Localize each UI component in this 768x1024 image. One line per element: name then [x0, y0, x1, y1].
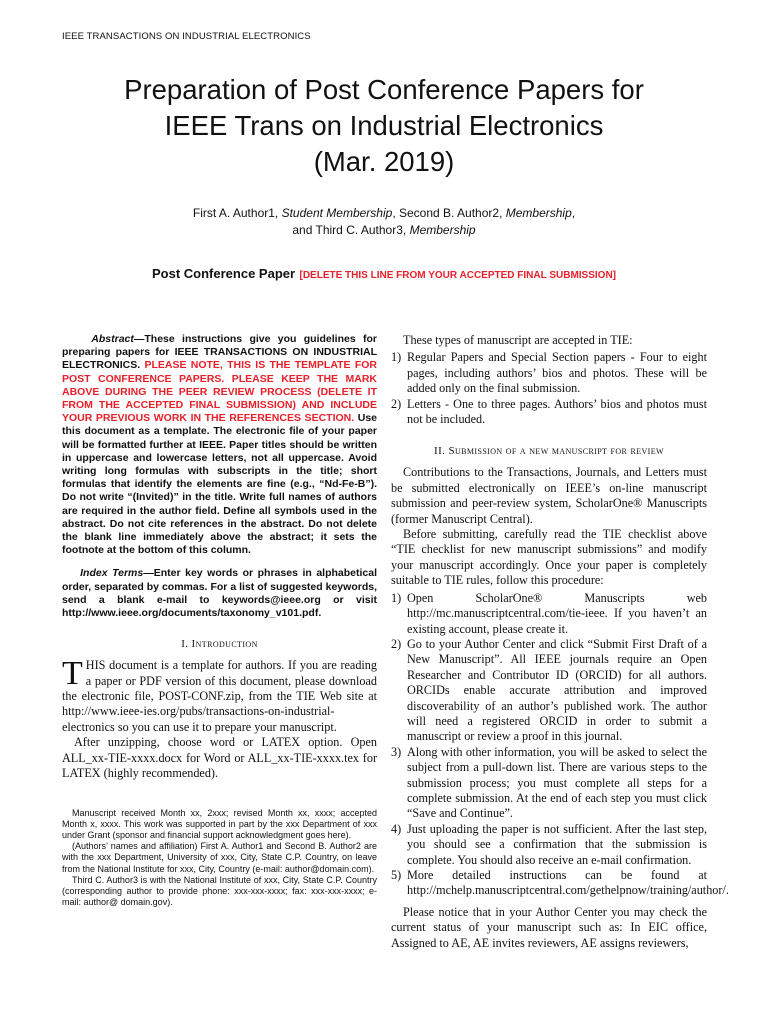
list-item-text: Open ScholarOne® Manuscripts web http://mc.manuscriptcentral.com/tie-ieee. If you haven’t an existing account, please create it. [407, 590, 707, 636]
author-1-membership: Student Membership [281, 206, 393, 220]
submission-paragraph-1: Contributions to the Transactions, Journals, and Letters must be submitted electronically on IEEE’s on-line manuscript submission and peer-review system, ScholarOne® Manuscripts (former Manuscript Central). [391, 465, 707, 526]
author-2-membership: Membership [505, 206, 572, 220]
left-column [62, 333, 377, 908]
list-item [391, 745, 707, 822]
index-terms-dash: — [143, 567, 154, 580]
index-terms-text: Enter key words or phrases in alphabetical order, separated by commas. For a list of suggested keywords, send a blank e-mail to keywords@ieee.org or visit http://www.ieee.org/documents/taxonomy_v101.pdf. [62, 567, 378, 620]
delete-line-note: [DELETE THIS LINE FROM YOUR ACCEPTED FINAL SUBMISSION] [299, 270, 616, 281]
abstract-red-note: PLEASE NOTE, THIS IS THE TEMPLATE FOR POST CONFERENCE PAPERS. PLEASE KEEP THE MARK ABOVE DURING THE PEER REVIEW PROCESS (DELETE IT FROM THE ACCEPTED FINAL SUBMISSION) AND INCLUDE YOUR PREVIOUS WORK IN THE REFERENCES SECTION. [62, 359, 377, 425]
paper-title [0, 72, 768, 180]
author-list [0, 205, 768, 238]
author-3-membership: Membership [409, 222, 476, 237]
abstract-dash: — [133, 333, 145, 345]
manuscript-types-intro: These types of manuscript are accepted in TIE: [403, 333, 633, 347]
list-item [391, 868, 729, 899]
list-item [391, 822, 707, 868]
list-item-number: 3) [391, 744, 402, 759]
list-item-text: More detailed instructions can be found at http://mchelp.manuscriptcentral.com/gethelpnow/training/author/. [407, 868, 729, 898]
author-3: and Third C. Author3, [292, 222, 407, 237]
abstract-text-1: These instructions give you guidelines for preparing papers for IEEE TRANSACTIONS ON INDUSTRIAL ELECTRONICS. [62, 333, 378, 372]
author-2: , Second B. Author2, [392, 206, 503, 220]
abstract [62, 333, 377, 557]
post-conference-label: Post Conference Paper [152, 266, 296, 281]
footnote-1: Manuscript received Month xx, 2xxx; revised Month xx, xxxx; accepted Month x, xxxx. This work was supported in part by the xxx Department of xxx under Grant (sponsor and financial support acknowledgment goes here). [62, 807, 377, 840]
drop-cap: T [62, 655, 83, 693]
submission-paragraph-2: Before submitting, carefully read the TIE checklist above “TIE checklist for new manuscript submissions” and modify your manuscript accordingly. Once your paper is completely suitable to TIE rules, follow this procedure: [391, 527, 707, 588]
list-item-number: 5) [391, 868, 402, 882]
list-item-number: 4) [391, 821, 402, 836]
author-separator: , [571, 206, 576, 220]
list-item-number: 1) [391, 590, 402, 605]
list-item-number: 2) [391, 636, 402, 651]
list-item [391, 637, 707, 745]
manuscript-types-list [391, 350, 707, 427]
title-line-2: IEEE Trans on Industrial Electronics [164, 110, 604, 141]
list-item [391, 397, 707, 428]
list-item-text: Go to your Author Center and click “Submit First Draft of a New Manuscript”. All IEEE journals require an Open Researcher and Contributor ID (ORCID) for all authors. ORCIDs enable accurate attribution and improved discoverability of an author’s published work. The author will need a registered ORCID in order to submit a manuscript or review a proof in this journal. [407, 636, 707, 744]
intro-paragraph-1-text: HIS document is a template for authors. If you are reading a paper or PDF version of this document, please download the electronic file, POST-CONF.zip, from the TIE Web site at http://www.ieee-ies.org/pubs/transactions-on-industrial-electronics so you can use it to prepare your manuscript. [62, 658, 377, 734]
title-line-1: Preparation of Post Conference Papers for [124, 74, 644, 105]
title-line-3: (Mar. 2019) [313, 146, 455, 177]
list-item-text: Along with other information, you will be asked to select the subject from a pull-down list. There are various steps to the submission process; you must complete all steps for a complete submission. At the end of each step you must click “Save and Continue”. [407, 744, 707, 821]
footnotes [62, 808, 377, 909]
post-conference-line [0, 265, 768, 283]
list-item-number: 1) [391, 350, 402, 365]
footnote-3: Third C. Author3 is with the National Institute of xxx, City, State C.P. Country (corresponding author to provide phone: xxx-xxx-xxxx; fax: xxx-xxx-xxxx; e-mail: author@ domain.gov). [62, 874, 377, 908]
status-paragraph: Please notice that in your Author Center you may check the current status of your manuscript such as: In EIC office, Assigned to AE, AE invites reviewers, AE assigns reviewers, [391, 904, 707, 950]
list-item [391, 591, 707, 637]
running-header: IEEE TRANSACTIONS ON INDUSTRIAL ELECTRONICS [62, 31, 311, 42]
author-1: First A. Author1, [192, 206, 279, 220]
section-heading-introduction: I. Introduction [181, 638, 258, 651]
index-terms-label: Index Terms [80, 567, 144, 580]
footnote-2: (Authors’ names and affiliation) First A. Author1 and Second B. Author2 are with the xxx Department, University of xxx, City, State C.P. Country, on leave from the National Institute for xxx, City, Country (e-mail: author@domain.com). [62, 841, 377, 874]
right-column [391, 333, 729, 951]
list-item-text: Just uploading the paper is not sufficient. After the last step, you should see a confirmation that the submission is complete. You should also receive an e-mail confirmation. [407, 821, 707, 867]
intro-paragraph-1 [62, 655, 377, 735]
index-terms [62, 567, 377, 620]
section-heading-submission: II. Submission of a new manuscript for review [434, 445, 664, 458]
list-item-number: 2) [391, 396, 402, 411]
list-item [391, 350, 707, 396]
list-item-text: Regular Papers and Special Section papers - Four to eight pages, including authors’ bios and photos. These will be added only on the final submission. [407, 350, 707, 396]
intro-paragraph-2: After unzipping, choose word or LATEX option. Open ALL_xx-TIE-xxxx.docx for Word or ALL_xx-TIE-xxxx.tex for LATEX (highly recommended). [62, 735, 377, 781]
list-item-text: Letters - One to three pages. Authors’ bios and photos must not be included. [407, 396, 707, 427]
abstract-text-2: Use this document as a template. The electronic file of your paper will be formatted further at IEEE. Paper titles should be written in uppercase and lowercase letters, not all uppercase. Avoid writing long formulas with subscripts in the title; short formulas that identify the elements are fine (e.g., “Nd-Fe-B”). Do not write “(Invited)” in the title. Write full names of authors are required in the author field. Define all symbols used in the abstract. Do not cite references in the abstract. Do not delete the blank line immediately above the abstract; it sets the footnote at the bottom of this column. [62, 412, 377, 557]
submission-steps-list [391, 590, 729, 899]
abstract-label: Abstract [91, 333, 134, 345]
